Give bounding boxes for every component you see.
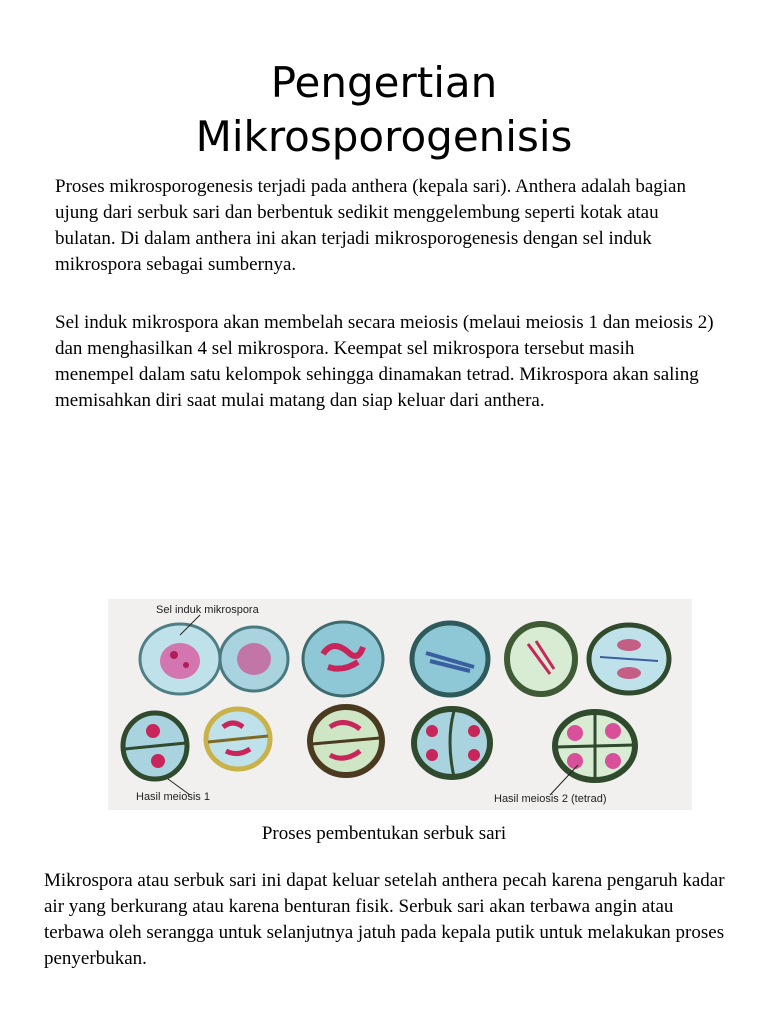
paragraph-meiosis: Sel induk mikrospora akan membelah secara meiosis (melaui meiosis 1 dan meiosis 2) dan menghasilkan 4 sel mikrospora. Keempat sel mikrospora tersebut masih menempel dalam satu kelompok sehingga dinamakan tetrad. Mikrospora akan saling memisahkan diri saat mulai matang dan siap keluar dari anthera.: [55, 312, 714, 411]
page-title: [0, 56, 768, 164]
title-line-2: Mikrosporogenisis: [195, 112, 573, 162]
cell-6: [589, 625, 669, 693]
cell-division-illustration: [108, 599, 692, 810]
label-hasil-meiosis-1: Hasil meiosis 1: [136, 791, 210, 803]
cell-3: [303, 622, 383, 696]
cell-2: [220, 627, 288, 691]
title-line-1: Pengertian: [270, 58, 498, 108]
paragraph-intro: Proses mikrosporogenesis terjadi pada anthera (kepala sari). Anthera adalah bagian ujung dari serbuk sari dan berbentuk sedikit menggelembung seperti kotak atau bulatan. Di dalam anthera ini akan terjadi mikrosporogenesis dengan sel induk mikrospora sebagai sumbernya.: [55, 176, 686, 275]
cell-9: [310, 707, 382, 775]
label-hasil-meiosis-2: Hasil meiosis 2 (tetrad): [494, 793, 607, 805]
label-sel-induk: Sel induk mikrospora: [156, 604, 259, 616]
paragraph-pollination: Mikrospora atau serbuk sari ini dapat keluar setelah anthera pecah karena pengaruh kadar air yang berkurang atau karena benturan fisik. Serbuk sari akan terbawa angin atau terbawa oleh serangga untuk selanjutnya jatuh pada kepala putik untuk melakukan proses penyerbukan.: [44, 870, 725, 969]
cell-7: [123, 713, 187, 779]
cell-4: [412, 623, 488, 695]
cell-5: [507, 624, 575, 694]
microsporogenesis-figure: [108, 599, 692, 810]
cell-10: [414, 709, 490, 777]
figure-caption: Proses pembentukan serbuk sari: [261, 823, 507, 844]
cell-11-tetrad: [555, 712, 635, 780]
cell-8: [206, 709, 270, 769]
